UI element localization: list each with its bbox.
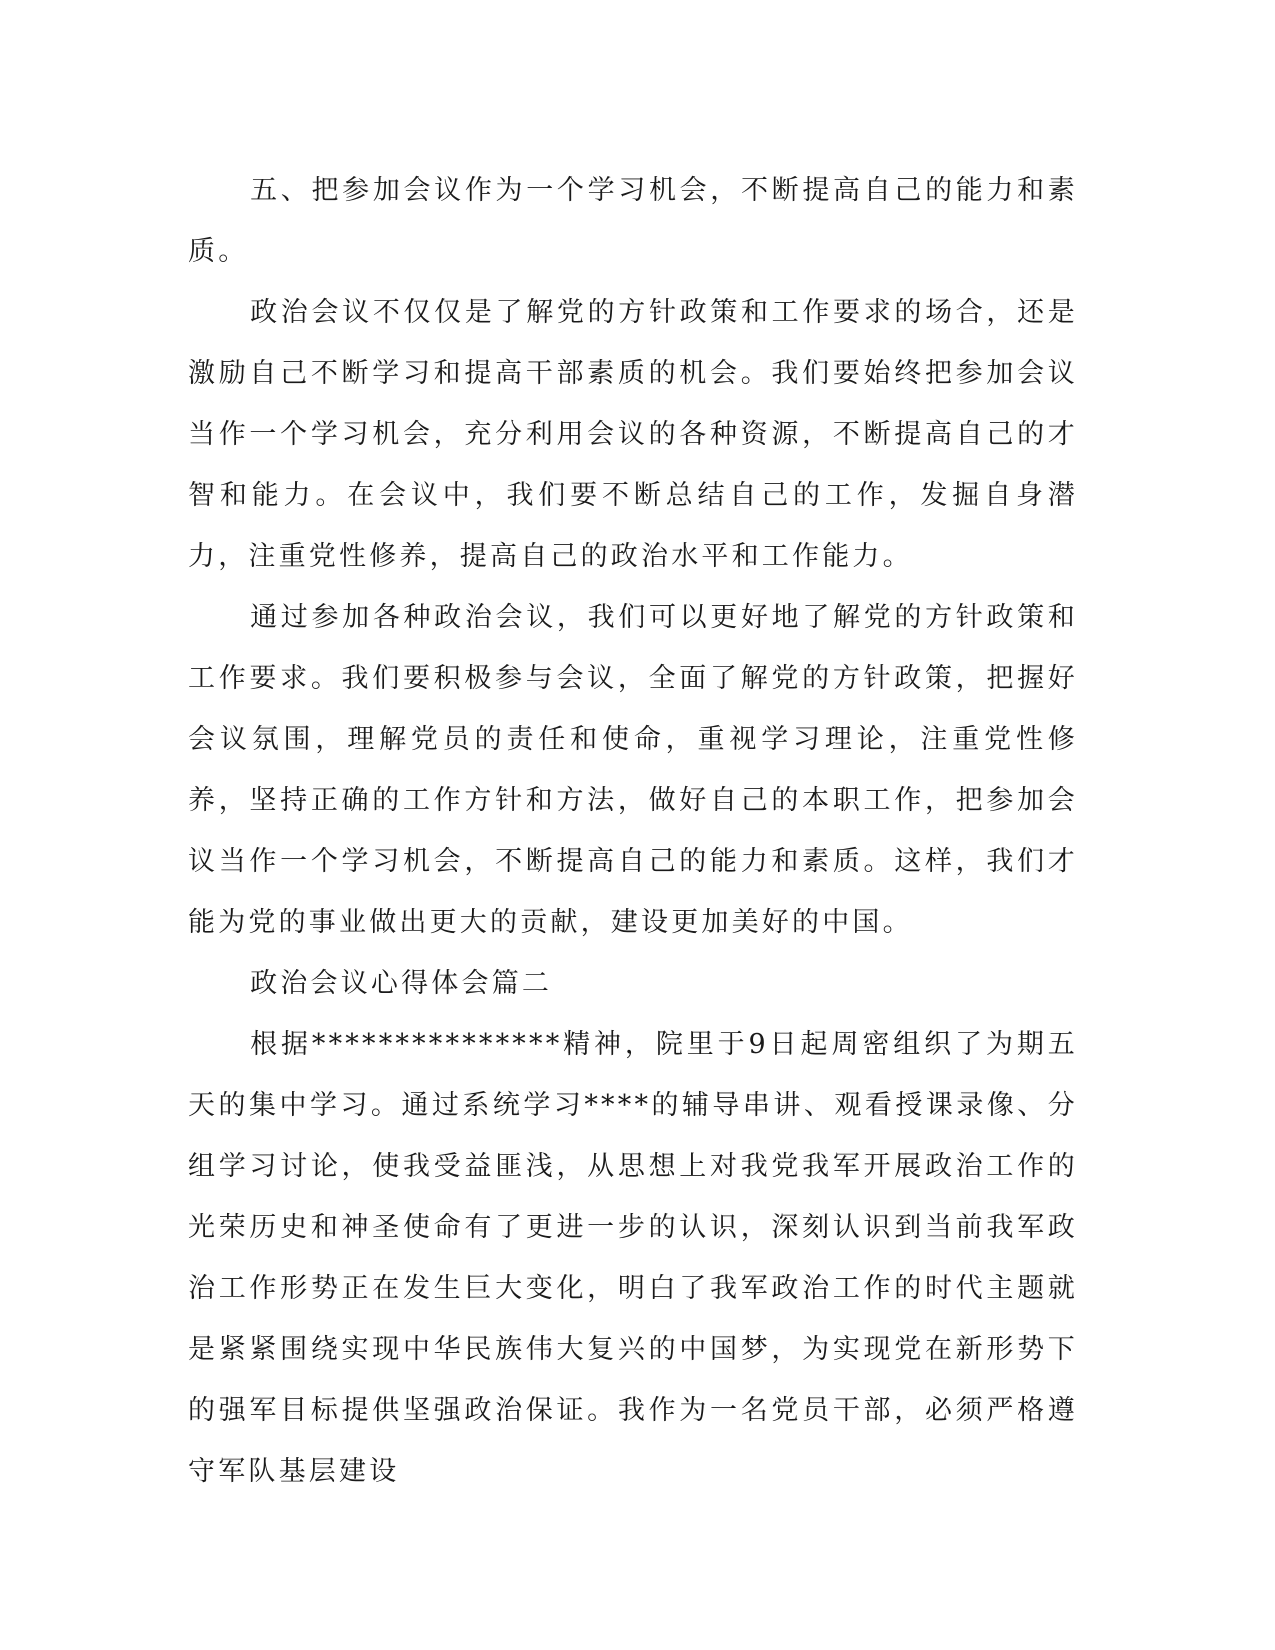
article-title: 政治会议心得体会篇二 bbox=[250, 968, 553, 999]
body-paragraph: 根据***************精神，院里于9日起周密组织了为期五天的集中学习。通过系统学习****的辅导串讲、观看授课录像、分组学习讨论，使我受益匪浅，从思想上对我党我军开展政治工作的光荣历史和神圣使命有了更进一步的认识，深刻认识到当前我军政治工作形势正在发生巨大变化，明白了我军政治工作的时代主题就是紧紧围绕实现中华民族伟大复兴的中国梦，为实现党在新形势下的强军目标提供坚强政治保证。我作为一名党员干部，必须严格遵守军队基层建设 bbox=[188, 1029, 1078, 1487]
section-five-heading: 五、把参加会议作为一个学习机会，不断提高自己的能力和素质。 bbox=[188, 175, 1078, 267]
body-paragraph: 通过参加各种政治会议，我们可以更好地了解党的方针政策和工作要求。我们要积极参与会议，全面了解党的方针政策，把握好会议氛围，理解党员的责任和使命，重视学习理论，注重党性修养，坚持正确的工作方针和方法，做好自己的本职工作，把参加会议当作一个学习机会，不断提高自己的能力和素质。这样，我们才能为党的事业做出更大的贡献，建设更加美好的中国。 bbox=[188, 602, 1078, 938]
body-paragraph: 政治会议不仅仅是了解党的方针政策和工作要求的场合，还是激励自己不断学习和提高干部素质的机会。我们要始终把参加会议当作一个学习机会，充分利用会议的各种资源，不断提高自己的才智和能力。在会议中，我们要不断总结自己的工作，发掘自身潜力，注重党性修养，提高自己的政治水平和工作能力。 bbox=[188, 297, 1078, 572]
document-body bbox=[188, 160, 1078, 1502]
